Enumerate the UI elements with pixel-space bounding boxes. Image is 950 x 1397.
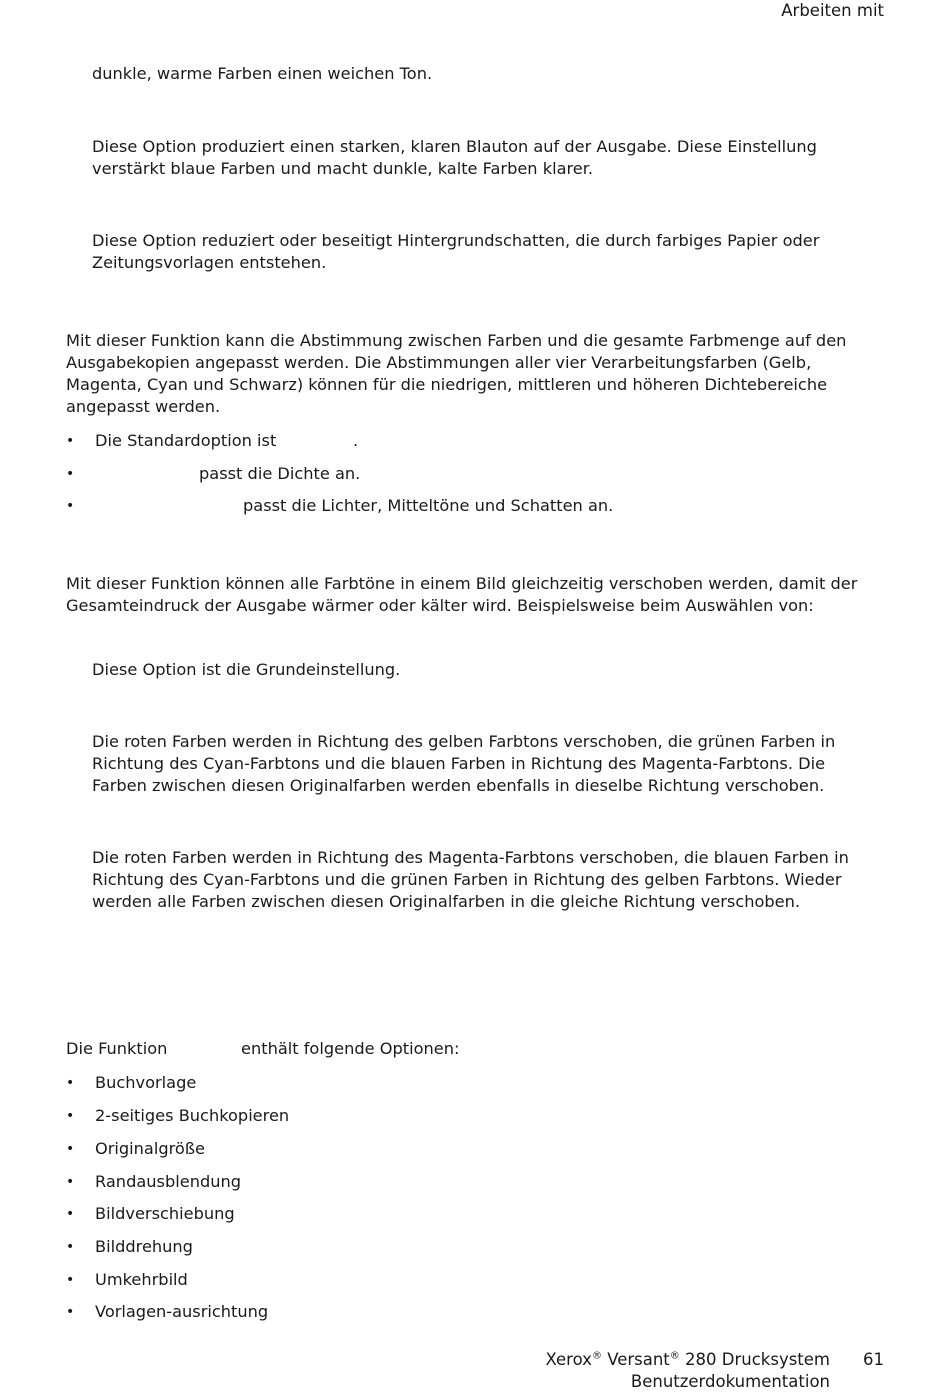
bullet-marker: •: [66, 1272, 75, 1288]
footer-product-name: [545, 1349, 830, 1371]
bullet-marker: •: [66, 1206, 75, 1222]
paragraph-line: Diese Option reduziert oder beseitigt Hintergrundschatten, die durch farbiges Papier oder: [92, 231, 820, 250]
paragraph-line: Magenta, Cyan und Schwarz) können für die niedrigen, mittleren und höheren Dichtebereiche: [66, 375, 828, 394]
bullet-item: [95, 430, 276, 452]
paragraph-line: Die roten Farben werden in Richtung des gelben Farbtons verschoben, die grünen Farben in: [92, 732, 836, 751]
bullet-marker: •: [66, 498, 75, 514]
paragraph-line: Zeitungsvorlagen entstehen.: [92, 253, 327, 272]
option-item: Umkehrbild: [95, 1270, 188, 1289]
bullet-item: passt die Dichte an.: [199, 464, 361, 483]
option-item: 2-seitiges Buchkopieren: [95, 1106, 290, 1125]
option-item: Randausblendung: [95, 1172, 242, 1191]
footer-brand: Xerox: [545, 1350, 592, 1369]
option-item: Bildverschiebung: [95, 1204, 235, 1223]
paragraph-line: Die roten Farben werden in Richtung des Magenta-Farbtons verschoben, die blauen Farben in: [92, 848, 849, 867]
paragraph-line: Mit dieser Funktion kann die Abstimmung zwischen Farben und die gesamte Farbmenge auf den: [66, 331, 847, 350]
option-item: Buchvorlage: [95, 1073, 197, 1092]
option-item: Originalgröße: [95, 1139, 205, 1158]
paragraph-line: verstärkt blaue Farben und macht dunkle, kalte Farben klarer.: [92, 159, 594, 178]
paragraph-line: Mit dieser Funktion können alle Farbtöne in einem Bild gleichzeitig verschoben werden, damit der: [66, 574, 858, 593]
paragraph-line: angepasst werden.: [66, 397, 221, 416]
paragraph-line: werden alle Farben zwischen diesen Originalfarben in die gleiche Richtung verschoben.: [92, 892, 801, 911]
footer-doc-title: Benutzerdokumentation: [630, 1372, 830, 1391]
footer-model: Versant: [607, 1350, 670, 1369]
paragraph-line: Gesamteindruck der Ausgabe wärmer oder kälter wird. Beispielsweise beim Auswählen von:: [66, 596, 814, 615]
registered-mark: ®: [591, 1350, 602, 1362]
registered-mark: ®: [669, 1350, 680, 1362]
bullet-marker: •: [66, 1304, 75, 1320]
bullet-marker: •: [66, 1239, 75, 1255]
paragraph-line: Diese Option produziert einen starken, klaren Blauton auf der Ausgabe. Diese Einstellung: [92, 137, 817, 156]
bullet-item: passt die Lichter, Mitteltöne und Schatten an.: [243, 496, 614, 515]
bullet-marker: •: [66, 433, 75, 449]
paragraph-line: enthält folgende Optionen:: [241, 1039, 460, 1058]
paragraph-line: Die Funktion: [66, 1039, 168, 1058]
bullet-marker: •: [66, 466, 75, 482]
paragraph-line: Ausgabekopien angepasst werden. Die Abstimmungen aller vier Verarbeitungsfarben (Gelb,: [66, 353, 812, 372]
bullet-marker: •: [66, 1108, 75, 1124]
bullet-marker: •: [66, 1141, 75, 1157]
paragraph-line: dunkle, warme Farben einen weichen Ton.: [92, 64, 433, 83]
footer-model-suffix: 280 Drucksystem: [685, 1350, 830, 1369]
bullet-text: Die Standardoption ist: [95, 431, 277, 450]
option-item: Vorlagen-ausrichtung: [95, 1302, 269, 1321]
bullet-item-end: .: [353, 431, 359, 450]
option-item: Bilddrehung: [95, 1237, 193, 1256]
bullet-marker: •: [66, 1075, 75, 1091]
paragraph-line: Farben zwischen diesen Originalfarben werden ebenfalls in dieselbe Richtung verschoben.: [92, 776, 825, 795]
bullet-marker: •: [66, 1174, 75, 1190]
paragraph-line: Richtung des Cyan-Farbtons und die grünen Farben in Richtung des gelben Farbtons. Wieder: [92, 870, 842, 889]
running-header: Arbeiten mit: [781, 1, 884, 20]
paragraph-line: Richtung des Cyan-Farbtons und die blauen Farben in Richtung des Magenta-Farbtons. Die: [92, 754, 826, 773]
page-number: 61: [863, 1350, 884, 1369]
paragraph-line: Diese Option ist die Grundeinstellung.: [92, 660, 401, 679]
